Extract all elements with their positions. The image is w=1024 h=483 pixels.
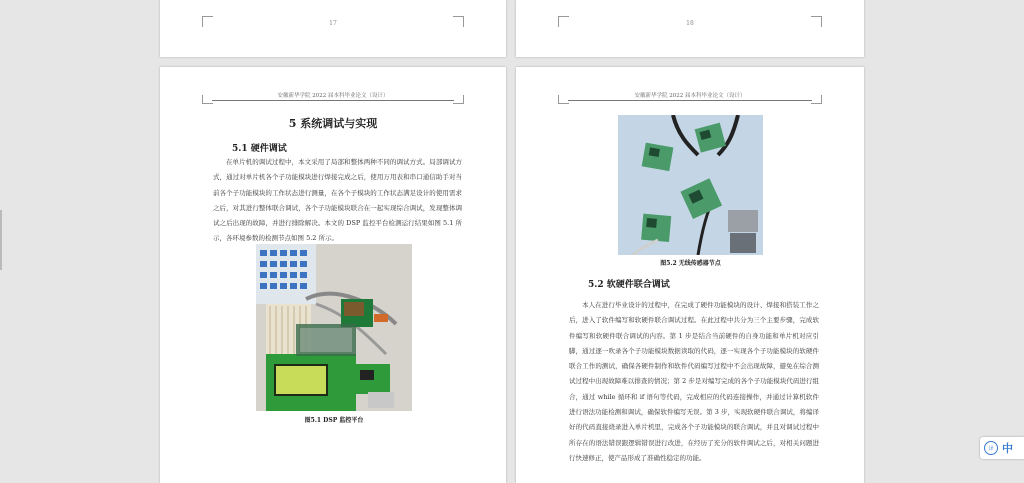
section-title: 5.2 软硬件联合调试 [588, 280, 670, 290]
page-number: 18 [686, 20, 694, 27]
crop-mark [811, 95, 822, 104]
section-title: 5.1 硬件调试 [232, 144, 287, 154]
language-toggle[interactable]: 中 [1002, 442, 1013, 455]
page-number: 17 [329, 20, 337, 27]
translate-widget[interactable] [980, 437, 1024, 459]
body-paragraph [569, 298, 819, 466]
running-header: 安徽新华学院 2022 届本科毕业论文（设计） [277, 93, 389, 99]
sensor-nodes-photo [618, 115, 763, 255]
running-header: 安徽新华学院 2022 届本科毕业论文（设计） [634, 93, 746, 99]
page-17 [160, 0, 506, 57]
translate-icon[interactable]: 译 [984, 441, 998, 455]
chapter-title: 5 系统调试与实现 [288, 117, 378, 130]
dsp-platform-photo [256, 244, 412, 411]
header-rule [212, 100, 454, 101]
vertical-scrollbar[interactable] [0, 210, 2, 270]
header-rule [568, 100, 812, 101]
figure-dsp-platform [256, 244, 412, 411]
body-paragraph [213, 155, 462, 247]
paragraph-text: 在单片机的调试过程中，本文采用了局部和整体两种不同的调试方式。局部调试方式，通过对单片机各个子功能模块进行焊接完成之后，使用万用表和串口通信助手对当前各个子功能模块的工作状态进行测量，在各个子模块的工作状态满足设计的使用需求之后，对其进行整体联合调试，各个子功能模块联合在一起实现综合调试，发现整体调试之后出现的故障，并进行排除解决。本文的 DSP 监控平台检测运行结果如图 5.1 所示，各环境参数的检测节点如图 5.2 所示。 [213, 158, 462, 243]
figure-caption: 图5.1 DSP 监控平台 [304, 417, 364, 424]
paragraph-text: 本人在进行毕业设计的过程中，在完成了硬件功能模块的设计、焊接和搭装工作之后，进入了软件编写和软硬件联合调试过程。在此过程中共分为三个主要步骤，完成软件编写和软硬件联合调试的内容。第 1 步是结合当前硬件的自身功能和单片机对应引脚，通过逐一吹录各个子功能模块数据读取的代码，逐一实现各个子功能模块的软硬件联合工作的测试，确保各硬件制作和软件代码编写过程中不会出现故障，避免在综合测试过程中出现故障难以排查的情况；第 2 步是对编写完成的各个子功能模块代码进行组合，通过 while 循环和 if 语句等代码，完成相应的代码连接操作，并通过计算机软件进行语法功能检测和调试，确保软件编写无误。第 3 步，实现软硬件联合调试，将编译好的代码直接烧录进入单片机里，完成各个子功能模块的联合调试，并且对调试过程中所存在的语法错误跟逻辑错误进行改进，在经历了充分的软件调试之后，对相关问题进行快速修正，使产品形成了准确性稳定的功能。 [569, 301, 819, 462]
page-left [160, 67, 506, 483]
figure-caption: 图5.2 无线传感器节点 [660, 260, 721, 267]
page-18 [516, 0, 864, 57]
page-right [516, 67, 864, 483]
crop-mark [453, 95, 464, 104]
figure-sensor-nodes [618, 115, 763, 255]
